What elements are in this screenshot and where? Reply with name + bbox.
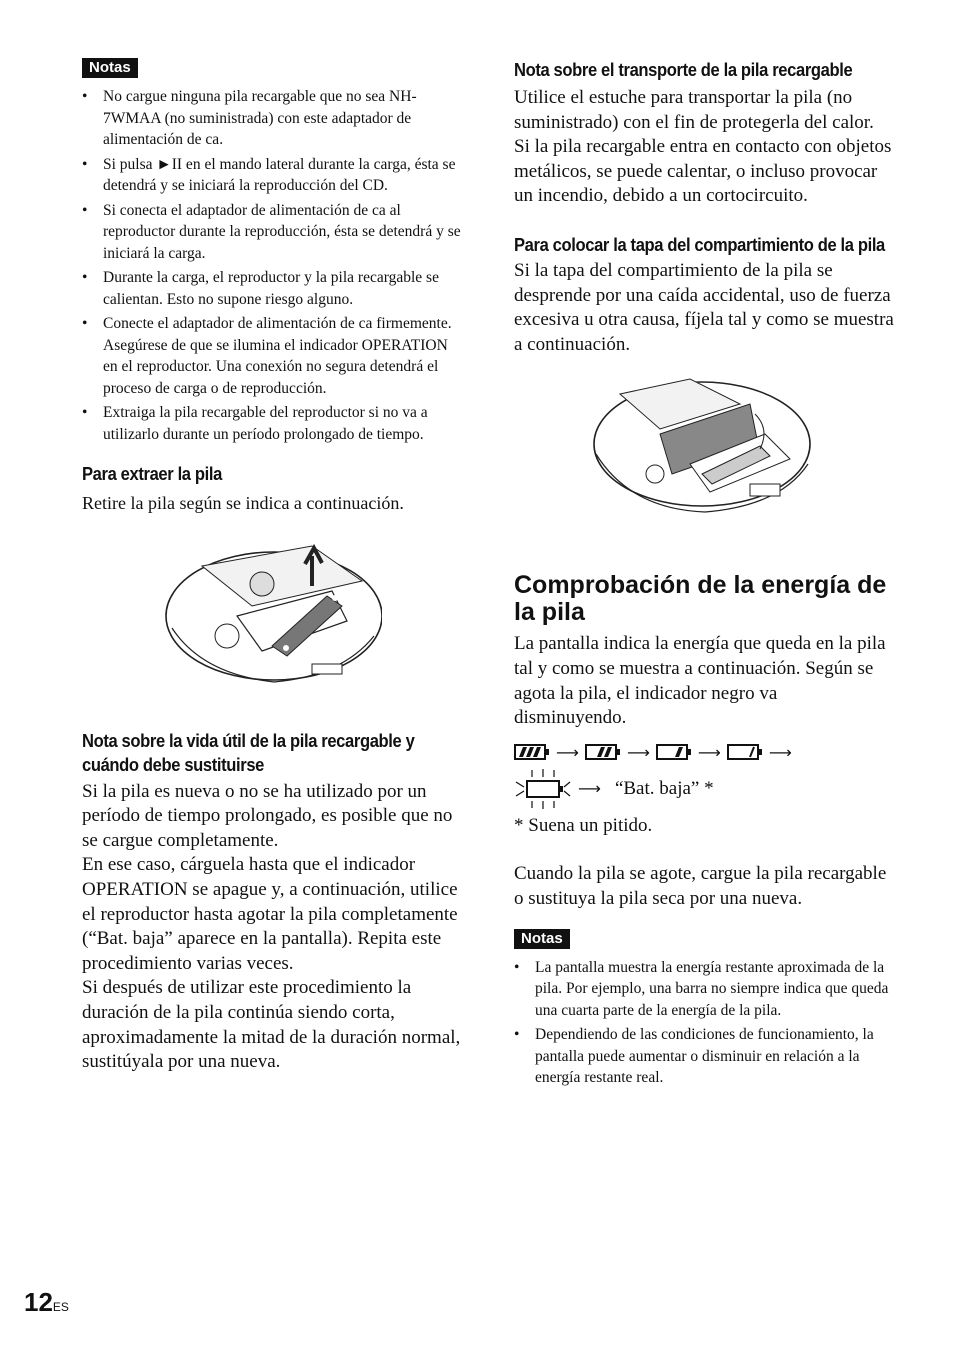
extract-text: Retire la pila según se indica a continuación.	[82, 493, 404, 513]
notes-list	[82, 86, 462, 445]
lid-attach-illustration	[590, 374, 820, 524]
transport-text: Utilice el estuche para transportar la pila (no suministrado) con el fin de protegerla del calor. Si la pila recargable entra en contacto con objetos metálicos, se puede calentar, o incluso provocar un incendio, debido a un cortocircuito.	[514, 87, 892, 207]
right-column	[514, 58, 894, 1092]
battery-life-paragraph: Si después de utilizar este procedimiento la duración de la pila continúa siendo corta, aproximadamente la mitad de la duración normal, sustitúyala por una nueva.	[82, 977, 461, 1073]
note-item: • No cargue ninguna pila recargable que no sea NH-7WMAA (no suministrada) con este adaptador de alimentación de ca.	[82, 86, 462, 151]
page-language: ES	[52, 1300, 69, 1314]
arrow-right-icon: ⟶	[768, 742, 792, 762]
battery-flashing-icon	[514, 768, 572, 810]
battery-life-paragraph: Si la pila es nueva o no se ha utilizado por un período de tiempo prolongado, es posible que no se cargue completamente.	[82, 780, 453, 851]
battery-life-paragraph: En ese caso, cárguela hasta que el indicador OPERATION se apague y, a continuación, utilice el reproductor hasta agotar la pila completamente (“Bat. baja” aparece en la pantalla). Repita este procedimiento varias veces.	[82, 854, 458, 974]
note-item: • Extraiga la pila recargable del reproductor si no va a utilizarlo durante un período prolongado de tiempo.	[82, 402, 462, 445]
arrow-right-icon: ⟶	[556, 742, 579, 762]
battery-level-sequence	[514, 743, 894, 762]
notes-badge: Notas	[82, 58, 138, 78]
transport-heading: Nota sobre el transporte de la pila recargable	[514, 60, 853, 80]
notes-list	[514, 957, 894, 1089]
note-item: • La pantalla muestra la energía restante aproximada de la pila. Por ejemplo, una barra no siempre indica que queda una cuarta parte de la energía de la pila.	[514, 957, 894, 1022]
arrow-right-icon: ⟶	[626, 742, 650, 762]
battery-two-thirds-icon	[585, 743, 621, 761]
battery-removal-illustration	[162, 536, 382, 686]
footnote: * Suena un pitido.	[514, 814, 653, 836]
note-item: • Durante la carga, el reproductor y la pila recargable se calientan. Esto no supone riesgo alguno.	[82, 267, 462, 310]
battery-low-label: “Bat. baja” *	[614, 777, 714, 799]
lid-text: Si la tapa del compartimiento de la pila se desprende por una caída accidental, uso de fuerza excesiva u otra causa, fíjela tal y como se muestra a continuación.	[514, 259, 894, 355]
battery-low-row	[514, 768, 894, 810]
notes-block	[514, 929, 894, 1089]
section-title: Comprobación de la energía de la pila	[514, 571, 887, 627]
extract-heading: Para extraer la pila	[82, 464, 222, 484]
section-text: La pantalla indica la energía que queda en la pila tal y como se muestra a continuación. Según se agota la pila, el indicador negro va disminuyendo.	[514, 633, 886, 729]
note-item: • Si pulsa ►II en el mando lateral durante la carga, ésta se detendrá y se iniciará la reproducción del CD.	[82, 154, 462, 197]
page-number-value: 12	[24, 1287, 53, 1317]
battery-life-heading: Nota sobre la vida útil de la pila recargable y cuándo debe sustituirse	[82, 730, 415, 775]
battery-full-icon	[514, 743, 550, 761]
note-item: • Dependiendo de las condiciones de funcionamiento, la pantalla puede aumentar o disminuir en relación a la energía restante real.	[514, 1024, 894, 1089]
arrow-right-icon: ⟶	[578, 779, 601, 799]
left-column	[82, 58, 462, 1075]
note-item: • Conecte el adaptador de alimentación de ca firmemente. Asegúrese de que se ilumina el indicador OPERATION en el reproductor. Una conexión no segura detendrá el proceso de carga o de reproducción.	[82, 313, 462, 399]
lid-heading: Para colocar la tapa del compartimiento de la pila	[514, 234, 885, 255]
notes-badge: Notas	[514, 929, 570, 949]
note-item: • Si conecta el adaptador de alimentación de ca al reproductor durante la reproducción, ésta se detendrá y se iniciará la carga.	[82, 200, 462, 265]
battery-one-third-icon	[656, 743, 692, 761]
battery-empty-icon	[727, 743, 763, 761]
arrow-right-icon: ⟶	[697, 742, 721, 762]
charge-text: Cuando la pila se agote, cargue la pila recargable o sustituya la pila seca por una nueva.	[514, 863, 887, 909]
page-number	[24, 1287, 69, 1318]
